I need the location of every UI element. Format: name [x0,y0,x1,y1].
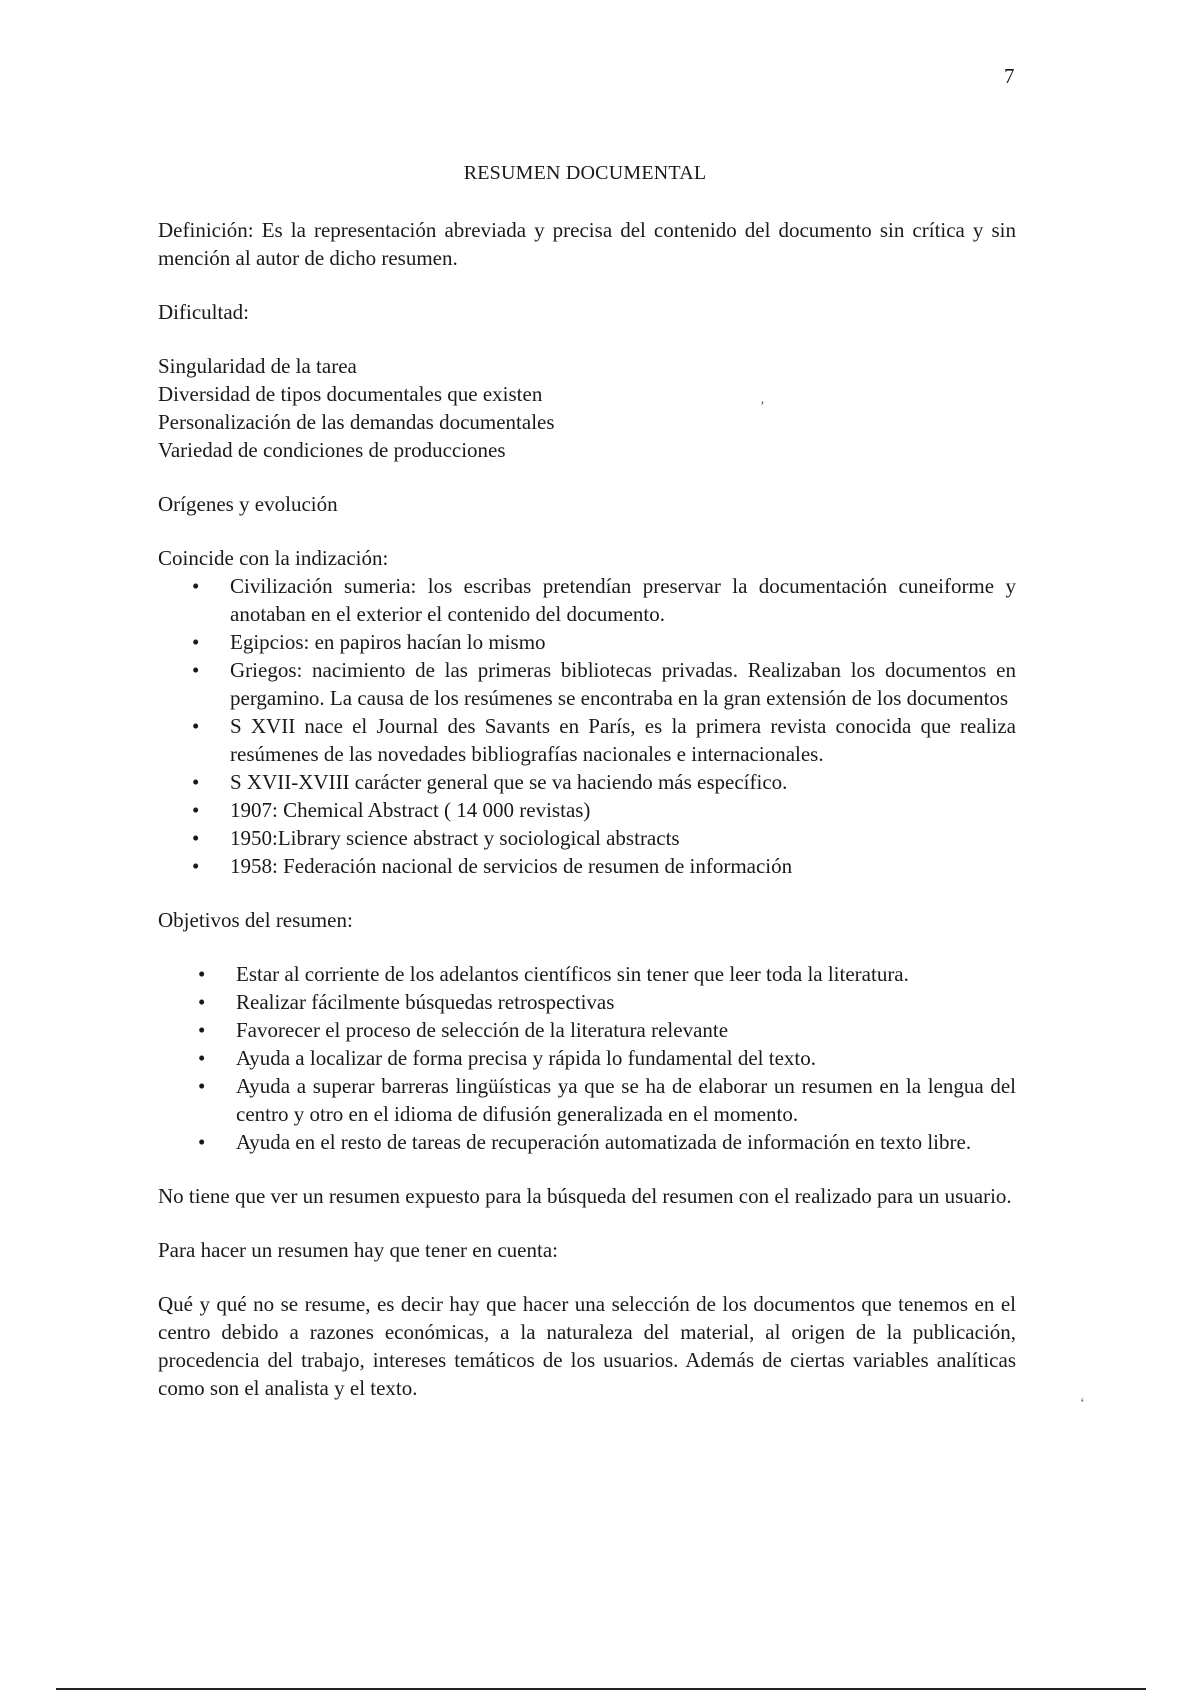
difficulty-list [158,352,1016,464]
list-item: • 1958: Federación nacional de servicios de resumen de información [192,854,793,878]
scan-mark: ‚ [760,392,765,407]
page-number: 7 [1004,64,1015,88]
final-paragraph: Qué y qué no se resume, es decir hay que hacer una selección de los documentos que tenemos en el centro debido a razones económicas, a la naturaleza del material, al origen de la publicación, procedencia del trabajo, intereses temáticos de los usuarios. Además de ciertas variables analíticas como son el analista y el texto. [158,1292,1016,1400]
difficulty-heading: Dificultad: [158,300,249,324]
note-paragraph: No tiene que ver un resumen expuesto para la búsqueda del resumen con el realizado para un usuario. [158,1184,1012,1208]
bullet-icon: • [198,1018,206,1042]
list-item: Personalización de las demandas documentales [158,410,555,434]
origins-heading: Orígenes y evolución [158,492,338,516]
bullet-icon: • [198,962,206,986]
page-title: RESUMEN DOCUMENTAL [463,162,707,184]
list-item: Variedad de condiciones de producciones [158,438,506,462]
bullet-icon: • [192,574,200,598]
list-item: • Realizar fácilmente búsquedas retrospectivas [198,990,615,1014]
definition-paragraph: Definición: Es la representación abreviada y precisa del contenido del documento sin crítica y sin mención al autor de dicho resumen. [158,218,1016,270]
list-item: • 1907: Chemical Abstract ( 14 000 revistas) [192,798,591,822]
list-item: Singularidad de la tarea [158,354,357,378]
bullet-icon: • [192,658,200,682]
list-item: • S XVII nace el Journal des Savants en París, es la primera revista conocida que realiza resúmenes de las novedades bibliografías nacionales e internacionales. [192,714,1016,766]
list-item: • Estar al corriente de los adelantos científicos sin tener que leer toda la literatura. [198,962,909,986]
indexing-intro: Coincide con la indización: [158,546,389,570]
bottom-rule [56,1688,1146,1690]
list-item: • Civilización sumeria: los escribas pretendían preservar la documentación cuneiforme y anotaban en el exterior el contenido del documento. [192,574,1016,626]
list-item: • Favorecer el proceso de selección de la literatura relevante [198,1018,729,1042]
bullet-icon: • [198,1130,206,1154]
bullet-icon: • [198,990,206,1014]
list-item: • Ayuda a superar barreras lingüísticas ya que se ha de elaborar un resumen en la lengua del centro y otro en el idioma de difusión generalizada en el momento. [198,1074,1016,1126]
origins-list [158,572,1016,880]
bullet-icon: • [192,798,200,822]
scan-mark: ‘ [1080,1396,1085,1411]
list-item: Diversidad de tipos documentales que existen [158,382,543,406]
bullet-icon: • [192,826,200,850]
consider-heading: Para hacer un resumen hay que tener en cuenta: [158,1238,558,1262]
bullet-icon: • [192,714,200,738]
bullet-icon: • [198,1074,206,1098]
list-item: • Griegos: nacimiento de las primeras bibliotecas privadas. Realizaban los documentos en pergamino. La causa de los resúmenes se encontraba en la gran extensión de los documentos [192,658,1016,710]
bullet-icon: • [198,1046,206,1070]
bullet-icon: • [192,854,200,878]
list-item: • Ayuda a localizar de forma precisa y rápida lo fundamental del texto. [198,1046,816,1070]
list-item: • Egipcios: en papiros hacían lo mismo [192,630,546,654]
document-body [158,216,1016,1402]
bullet-icon: • [192,770,200,794]
list-item: • 1950:Library science abstract y sociological abstracts [192,826,680,850]
objectives-heading: Objetivos del resumen: [158,908,353,932]
objectives-list [158,960,1016,1156]
bullet-icon: • [192,630,200,654]
list-item: • S XVII-XVIII carácter general que se va haciendo más específico. [192,770,788,794]
list-item: • Ayuda en el resto de tareas de recuperación automatizada de información en texto libre. [198,1130,972,1154]
